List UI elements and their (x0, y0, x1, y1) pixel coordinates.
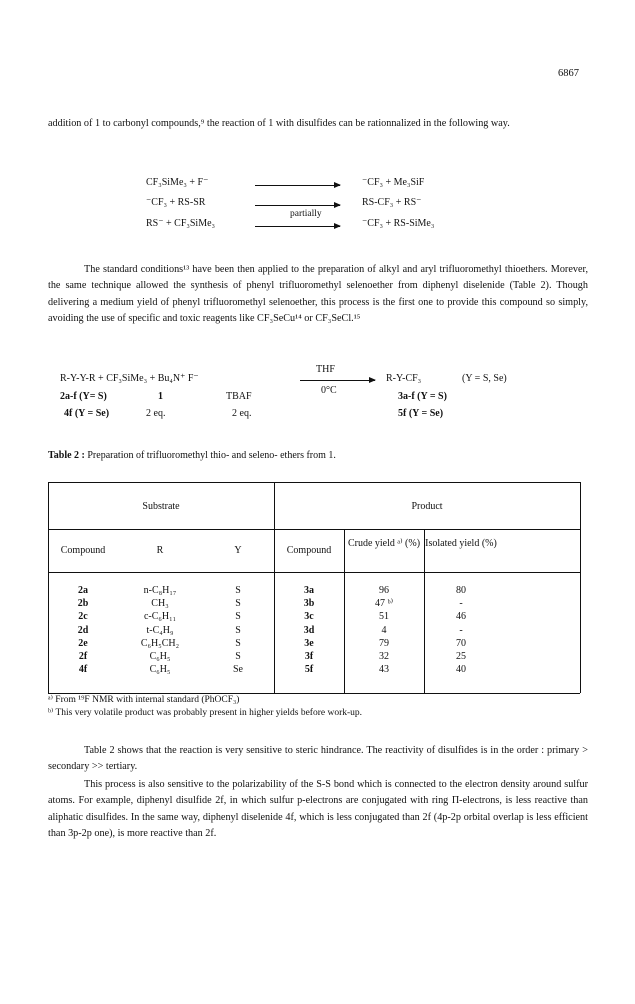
scheme2-row3-product: 5f (Y = Se) (398, 408, 444, 419)
table-cell: 43 (379, 664, 389, 676)
table-col-compound (48, 584, 118, 676)
scheme2-row3-reagent-eq: 2 eq. (146, 408, 166, 419)
table-cell: 3f (304, 651, 314, 663)
table-cell: 2e (78, 637, 88, 649)
table-right-border (580, 482, 581, 693)
scheme2-row2-product: 3a-f (Y = S) (398, 391, 447, 402)
footnote-b: ᵇ⁾ This very volatile product was probably present in higher yields before work-up. (48, 708, 363, 718)
table-header-crude-yield: Crude yield ᵃ⁾ (%) (347, 538, 421, 549)
scheme2-row2-substrate: 2a-f (Y= S) (60, 391, 107, 402)
table-col-crude (344, 584, 424, 676)
table-cell: C₆H₅ (149, 651, 171, 663)
table-cell: - (459, 624, 463, 636)
scheme1-r2-right: RS-CF₃ + RS⁻ (362, 197, 422, 208)
table-cell: 4f (78, 664, 88, 676)
table-cell: S (235, 651, 241, 663)
table-cell: S (235, 585, 241, 596)
table-cell: S (235, 624, 241, 636)
scheme1-r3-arrow (255, 226, 340, 227)
table-cell: 2c (78, 611, 88, 623)
scheme2-row2-tbaf: TBAF (226, 391, 252, 402)
table-cell: n-C₈H₁₇ (143, 585, 177, 596)
scheme1-r1-arrow (255, 185, 340, 186)
paragraph-polarizability: This process is also sensitive to the polarizability of the S-S bond which is connected to the electron density around sulfur atoms. For example, diphenyl disulfide 2f, in which sulfur p-electrons are conjugated with ring Π-electrons, is less reactive than aliphatic disulfides. In the same way, diphenyl diselenide 4f, which is less conjugated than 2f (4p-2p orbital overlap is less efficient than 3p-2p one), is more reactive than 2f. (48, 779, 588, 840)
table-cell: S (235, 598, 241, 610)
table-header-compound: Compound (60, 545, 106, 556)
table-cell: 80 (456, 585, 466, 596)
table-cell: 79 (379, 637, 389, 649)
table-cell: c-C₆H₁₁ (143, 611, 177, 623)
table-caption-label: Table 2 : (48, 450, 85, 461)
table-header-product-compound: Compound (286, 545, 332, 556)
table-cell: 3a (304, 585, 314, 596)
page-number: 6867 (558, 68, 579, 79)
table-cell: CH₃ (151, 598, 169, 610)
table-cell: 2f (78, 651, 88, 663)
table-cell: 40 (456, 664, 466, 676)
table-col-isolated (424, 584, 498, 676)
scheme1-r3-left: RS⁻ + CF₃SiMe₃ (146, 218, 216, 229)
scheme2-reactants: R-Y-Y-R + CF₃SiMe₃ + Bu₄N⁺ F⁻ (60, 373, 199, 384)
table-header-border (48, 572, 580, 573)
table-group-product: Product (411, 501, 443, 512)
table-cell: 96 (379, 585, 389, 596)
table-cell: - (459, 598, 463, 610)
table-cell: 51 (379, 611, 389, 623)
table-header-r: R (156, 545, 164, 556)
scheme1-r1-left: CF₃SiMe₃ + F⁻ (146, 177, 209, 188)
table-cell: 46 (456, 611, 466, 623)
scheme1-r2-arrow (255, 205, 340, 206)
table-cell: 3c (304, 611, 314, 623)
scheme2-condition: (Y = S, Se) (462, 373, 507, 384)
table-top-border (48, 482, 580, 483)
table-cell: 70 (456, 637, 466, 649)
table-header-y: Y (234, 545, 242, 556)
table-cell: C₆H₅CH₂ (140, 637, 180, 649)
table-cell: 32 (379, 651, 389, 663)
table-col-product (274, 584, 344, 676)
footnote-a: ᵃ⁾ From ¹⁹F NMR with internal standard (PhOCF₃) (48, 695, 240, 705)
table-caption-text: Preparation of trifluoromethyl thio- and seleno- ethers from 1. (87, 450, 336, 461)
table-col-r (118, 584, 202, 676)
scheme2-solvent: THF (316, 364, 335, 375)
table-cell: C₆H₅ (149, 664, 171, 676)
scheme2-arrow (300, 380, 375, 381)
table-cell: Se (233, 664, 243, 676)
scheme2-product: R-Y-CF₃ (386, 373, 422, 384)
scheme2-row3-substrate: 4f (Y = Se) (64, 408, 110, 419)
table-cell: 3b (303, 598, 315, 610)
paragraph-intro: addition of 1 to carbonyl compounds,⁹ the reaction of 1 with disulfides can be rationnalized in the following way. (48, 118, 510, 129)
table-cell: 25 (456, 651, 466, 663)
table-group-border (48, 529, 580, 530)
table-cell: t-C₄H₉ (146, 624, 174, 636)
table-cell: S (235, 611, 241, 623)
table-cell: 5f (304, 664, 314, 676)
table-cell: 2d (77, 624, 89, 636)
table-cell: 2b (77, 598, 89, 610)
scheme2-temperature: 0°C (321, 385, 337, 396)
table-cell: 3e (304, 637, 314, 649)
scheme2-row3-tbaf-eq: 2 eq. (232, 408, 252, 419)
scheme1-r1-right: ⁻CF₃ + Me₃SiF (362, 177, 425, 188)
table-cell: 47 ᵇ⁾ (374, 598, 394, 610)
table-caption (48, 450, 336, 461)
scheme1-r2-left: ⁻CF₃ + RS-SR (146, 197, 206, 208)
table-cell: S (235, 637, 241, 649)
table-group-substrate: Substrate (142, 501, 180, 512)
scheme2-row2-reagent: 1 (158, 391, 163, 402)
table-header-isolated-yield: Isolated yield (%) (425, 538, 497, 549)
table-cell: 4 (381, 624, 387, 636)
table-cell: 3d (303, 624, 315, 636)
paragraph-steric: Table 2 shows that the reaction is very sensitive to steric hindrance. The reactivity of disulfides is in the order : primary > secondary >> tertiary. (48, 745, 588, 773)
paragraph-conditions: The standard conditions¹³ have been then applied to the preparation of alkyl and aryl trifluoromethyl thioethers. Morever, the same technique allowed the synthesis of phenyl trifluoromethyl selenoether from diphenyl diselenide (Table 2). Though delivering a medium yield of phenyl trifluoromethyl selenoether, this process is the first one to provide this compound so simply, avoiding the use of specific and toxic reagents like CF₃SeCu¹⁴ or CF₃SeCl.¹⁵ (48, 264, 588, 325)
scheme1-r3-right: ⁻CF₃ + RS-SiMe₃ (362, 218, 435, 229)
scheme1-r3-label: partially (290, 209, 322, 219)
table-cell: 2a (78, 585, 88, 596)
table-col-y (202, 584, 274, 676)
